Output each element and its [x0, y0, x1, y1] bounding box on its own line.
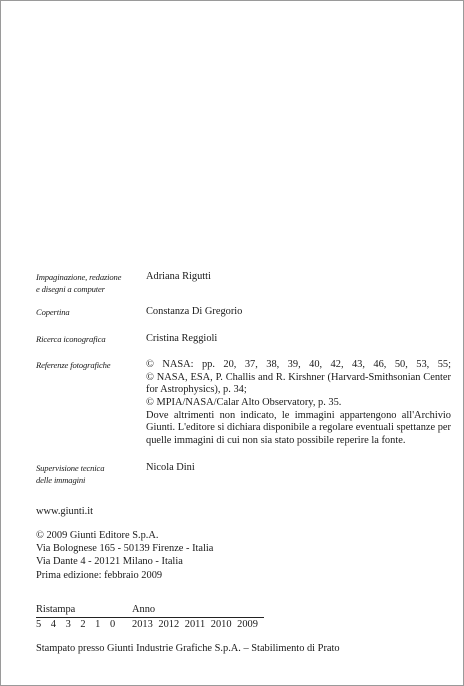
credit-value [146, 359, 451, 447]
credit-label [36, 462, 146, 486]
reprint-rule [36, 617, 264, 618]
credit-label-line: Referenze fotografiche [36, 360, 111, 371]
credit-value [146, 333, 451, 346]
credit-value-line: Adriana Rigutti [146, 271, 211, 282]
credit-label-line: Ricerca iconografica [36, 333, 106, 344]
reprint-years: 2013 2012 2011 2010 2009 [132, 619, 258, 630]
ristampa-digits: 5 4 3 2 1 0 [36, 619, 119, 630]
credits-block [36, 271, 451, 486]
credit-value-line: for Astrophysics), p. 34; [146, 384, 247, 396]
credit-label-line: delle immagini [36, 475, 86, 486]
credit-row [36, 271, 451, 295]
credit-row [36, 333, 451, 346]
credit-row [36, 306, 451, 319]
credit-value-line: © NASA, ESA, P. Challis and R. Kirshner (Harvard-Smithsonian Center [146, 371, 451, 383]
credit-value-line: quelle immagini di cui non sia stato possibile reperire la fonte. [146, 434, 406, 446]
credit-value-line: Giunti. L'editore si dichiara disponibile a regolare eventuali spettanze per [146, 422, 451, 434]
anno-label: Anno [132, 604, 156, 615]
firenze-address: Via Bolognese 165 - 50139 Firenze - Italia [36, 543, 214, 555]
credit-value-line: Cristina Reggioli [146, 332, 218, 344]
credit-label-line: e disegni a computer [36, 284, 105, 294]
credit-row [36, 462, 451, 486]
website-text: www.giunti.it [36, 506, 94, 517]
credit-value [146, 306, 451, 319]
credit-value-line: © NASA: pp. 20, 37, 38, 39, 40, 42, 43, 46, 50, 53, 55; [146, 359, 451, 371]
ristampa-label: Ristampa [36, 604, 76, 615]
credit-value-line: © MPIA/NASA/Calar Alto Observatory, p. 35. [146, 396, 342, 408]
printer-line: Stampato presso Giunti Industrie Grafiche S.p.A. – Stabilimento di Prato [36, 643, 340, 654]
reprint-table [36, 604, 264, 631]
copyright-line: © 2009 Giunti Editore S.p.A. [36, 530, 159, 541]
credit-label-line: Impaginazione, redazione [36, 272, 122, 282]
credit-label [36, 333, 146, 345]
credit-label-line: Supervisione tecnica [36, 463, 105, 474]
credit-value-line: Constanza Di Gregorio [146, 306, 243, 317]
credit-label [36, 271, 146, 295]
credit-row [36, 359, 451, 447]
publisher-block [36, 529, 213, 582]
credit-label [36, 359, 146, 371]
first-edition-line: Prima edizione: febbraio 2009 [36, 569, 163, 581]
credit-value [146, 271, 451, 284]
credit-label-line: Copertina [36, 307, 70, 317]
credit-value-line: Nicola Dini [146, 462, 195, 474]
credit-value-line: Dove altrimenti non indicato, le immagini appartengono all'Archivio [146, 409, 451, 421]
credit-label [36, 306, 146, 318]
credit-value [146, 462, 451, 475]
milano-address: Via Dante 4 - 20121 Milano - Italia [36, 556, 183, 568]
